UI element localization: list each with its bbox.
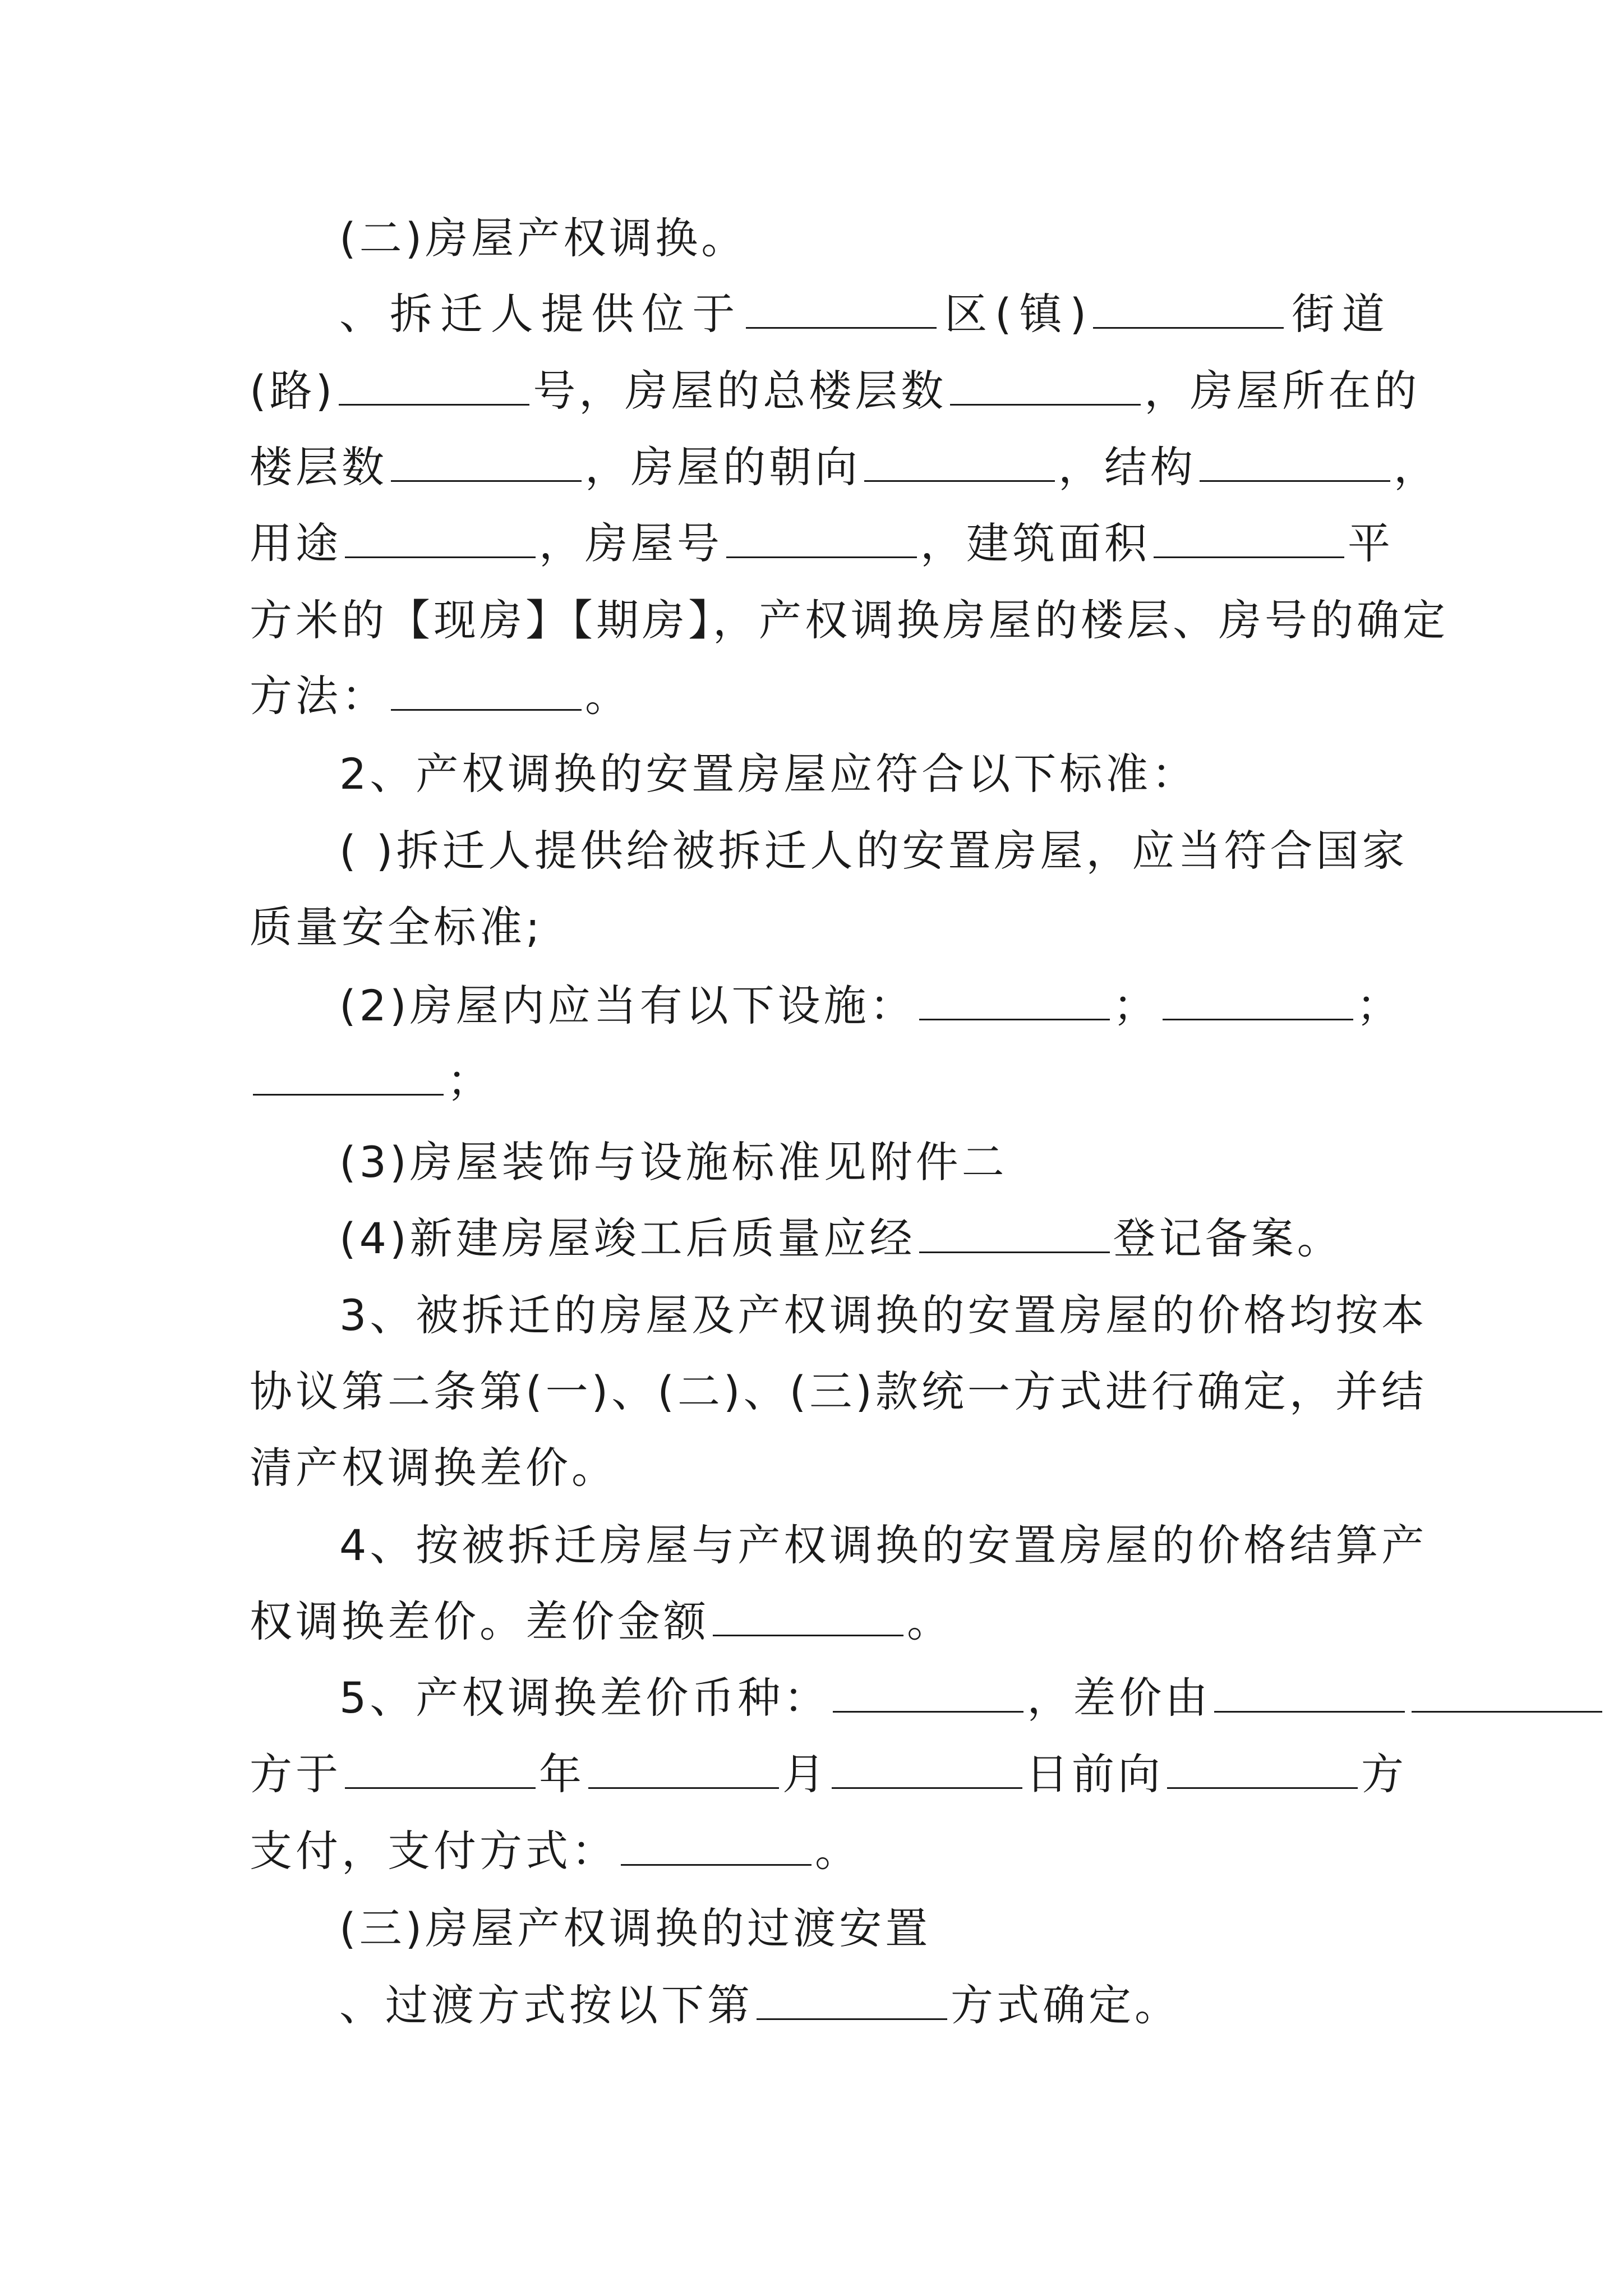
text-segment: 5、产权调换差价币种： xyxy=(339,1673,830,1723)
text-segment: 区(镇) xyxy=(940,289,1090,339)
fill-in-blank[interactable] xyxy=(621,1828,811,1866)
fill-in-blank[interactable] xyxy=(919,1216,1110,1253)
text-line xyxy=(250,660,1388,733)
text-segment: 方 xyxy=(1361,1749,1407,1799)
text-segment: (路) xyxy=(250,366,336,416)
text-line xyxy=(250,1126,1388,1199)
text-segment: ； xyxy=(447,1056,493,1106)
text-line xyxy=(250,1202,1388,1275)
text-line xyxy=(250,431,1440,504)
fill-in-blank[interactable] xyxy=(588,1751,779,1789)
fill-in-blank[interactable] xyxy=(950,368,1141,406)
text-segment: ( )拆迁人提供给被拆迁人的安置房屋，应当符合国家 xyxy=(339,826,1408,876)
text-line xyxy=(250,507,1394,580)
text-segment: ，差价由 xyxy=(1027,1673,1211,1723)
text-segment: 。 xyxy=(585,671,631,721)
text-segment: 日前向 xyxy=(1026,1749,1164,1799)
text-segment: ， xyxy=(1394,442,1440,492)
text-line xyxy=(250,1662,1388,1734)
fill-in-blank[interactable] xyxy=(1163,983,1353,1020)
text-segment: 月 xyxy=(782,1749,828,1799)
fill-in-blank[interactable] xyxy=(1154,521,1344,558)
fill-in-blank[interactable] xyxy=(345,521,536,558)
text-line xyxy=(250,969,1403,1042)
fill-in-blank[interactable] xyxy=(391,444,582,482)
text-segment: 平 xyxy=(1348,518,1394,568)
text-line xyxy=(250,1738,1407,1811)
fill-in-blank[interactable] xyxy=(713,1599,903,1636)
fill-in-blank[interactable] xyxy=(746,291,937,329)
text-line xyxy=(250,584,1449,657)
text-segment: 。 xyxy=(907,1596,953,1646)
text-line xyxy=(250,1585,1388,1658)
text-line xyxy=(250,815,1408,887)
text-line xyxy=(250,355,1421,427)
fill-in-blank[interactable] xyxy=(391,673,582,711)
text-segment: 街道 xyxy=(1287,289,1388,339)
text-segment: 方米的【现房】【期房】，产权调换房屋的楼层、房号的确定 xyxy=(250,595,1449,645)
text-segment: 3、被拆迁的房屋及产权调换的安置房屋的价格均按本 xyxy=(339,1290,1428,1340)
text-line xyxy=(250,1432,1388,1504)
text-segment: (2)房屋内应当有以下设施： xyxy=(339,981,916,1030)
text-segment: (三)房屋产权调换的过渡安置 xyxy=(339,1903,932,1953)
fill-in-blank[interactable] xyxy=(339,368,529,406)
text-segment: 支付，支付方式： xyxy=(250,1826,617,1876)
text-segment: ，建筑面积 xyxy=(920,518,1150,568)
fill-in-blank[interactable] xyxy=(1093,291,1284,329)
text-line xyxy=(250,891,1388,964)
text-line xyxy=(250,1509,1428,1582)
text-segment: 年 xyxy=(539,1749,585,1799)
text-segment: 方于 xyxy=(250,1749,342,1799)
text-segment: 、拆迁人提供位于 xyxy=(339,289,743,339)
fill-in-blank[interactable] xyxy=(832,1751,1022,1789)
fill-in-blank[interactable] xyxy=(253,1058,444,1096)
text-segment: ，房屋的朝向 xyxy=(585,442,861,492)
text-segment: 权调换差价。差价金额 xyxy=(250,1596,709,1646)
text-line xyxy=(250,202,1388,275)
text-segment: (3)房屋装饰与设施标准见附件二 xyxy=(339,1137,1008,1187)
fill-in-blank[interactable] xyxy=(919,983,1110,1020)
text-segment: ； xyxy=(1113,981,1159,1030)
text-segment: 楼层数 xyxy=(250,442,388,492)
text-segment: 质量安全标准; xyxy=(250,902,543,952)
fill-in-blank[interactable] xyxy=(1200,444,1390,482)
fill-in-blank[interactable] xyxy=(1214,1675,1405,1713)
text-segment: 用途 xyxy=(250,518,342,568)
text-segment: 4、按被拆迁房屋与产权调换的安置房屋的价格结算产 xyxy=(339,1520,1428,1570)
text-segment: 方式确定。 xyxy=(951,1980,1181,2030)
text-line xyxy=(250,1279,1428,1352)
text-line xyxy=(250,1815,1388,1888)
fill-in-blank[interactable] xyxy=(1167,1751,1358,1789)
text-segment: ； xyxy=(1356,981,1403,1030)
text-line xyxy=(250,1355,1427,1428)
fill-in-blank[interactable] xyxy=(1412,1675,1602,1713)
text-segment: 协议第二条第(一)、(二)、(三)款统一方式进行确定，并结 xyxy=(250,1366,1427,1416)
text-segment: 号，房屋的总楼层数 xyxy=(533,366,947,416)
fill-in-blank[interactable] xyxy=(864,444,1055,482)
text-segment: ，房屋号 xyxy=(539,518,723,568)
fill-in-blank[interactable] xyxy=(757,1982,947,2020)
text-line xyxy=(250,1045,1388,1117)
text-segment: ，房屋所在的 xyxy=(1144,366,1421,416)
text-segment: 2、产权调换的安置房屋应符合以下标准： xyxy=(339,749,1198,799)
text-segment: 方法： xyxy=(250,671,388,721)
fill-in-blank[interactable] xyxy=(833,1675,1023,1713)
text-line xyxy=(250,1969,1388,2042)
text-segment: (4)新建房屋竣工后质量应经 xyxy=(339,1213,916,1263)
text-segment: 登记备案。 xyxy=(1113,1213,1343,1263)
text-line xyxy=(250,1892,1388,1965)
text-segment: 。 xyxy=(815,1826,861,1876)
text-line xyxy=(250,278,1388,351)
fill-in-blank[interactable] xyxy=(345,1751,536,1789)
text-segment: 清产权调换差价。 xyxy=(250,1443,617,1493)
fill-in-blank[interactable] xyxy=(726,521,917,558)
text-segment: 、过渡方式按以下第 xyxy=(339,1980,753,2030)
text-segment: ，结构 xyxy=(1058,442,1196,492)
text-segment: (二)房屋产权调换。 xyxy=(339,213,748,263)
text-line xyxy=(250,738,1388,811)
